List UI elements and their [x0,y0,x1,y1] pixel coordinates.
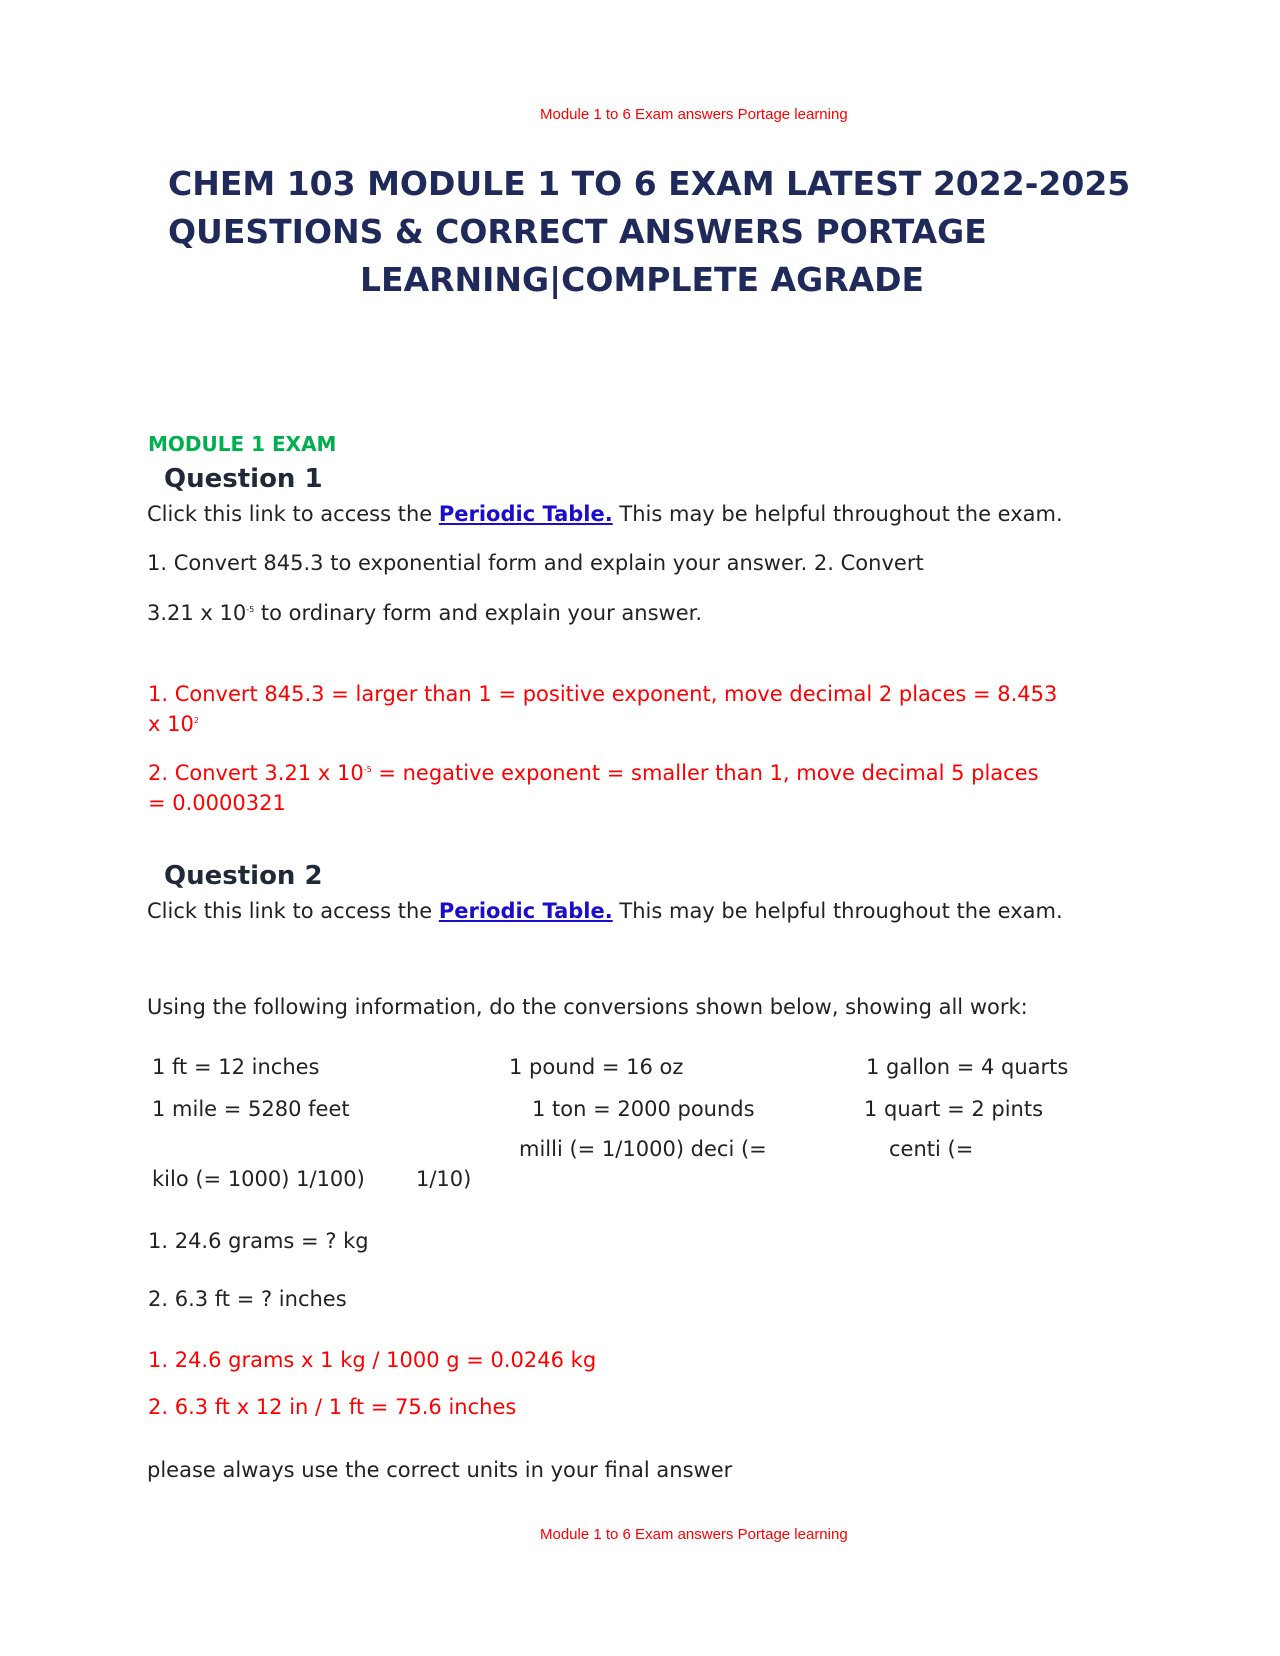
conversion-quart-pints: 1 quart = 2 pints [864,1097,1044,1121]
question-2-heading: Question 2 [164,861,323,891]
q2-intro: Using the following information, do the conversions shown below, showing all work: [147,995,1028,1019]
q2-link-line [147,899,1063,923]
periodic-table-link[interactable]: Periodic Table. [438,899,613,923]
q2-answer-1: 1. 24.6 grams x 1 kg / 1000 g = 0.0246 kg [148,1348,597,1372]
q1-question-line-2 [147,601,702,625]
page-footer: Module 1 to 6 Exam answers Portage learning [540,1526,848,1543]
title-line-2: QUESTIONS & CORRECT ANSWERS PORTAGE [168,212,987,251]
q1-answer-2-line-1 [148,761,1039,785]
periodic-table-link[interactable]: Periodic Table. [438,502,613,526]
q1-link-pre: Click this link to access the [147,502,439,526]
question-1-heading: Question 1 [164,464,323,494]
q1-line2-post: to ordinary form and explain your answer. [254,601,703,625]
q1-answer-1-line-2 [148,712,199,736]
conversion-gallon-quarts: 1 gallon = 4 quarts [866,1055,1069,1079]
q2-answer-2: 2. 6.3 ft x 12 in / 1 ft = 75.6 inches [148,1395,517,1419]
q1-question-line-1: 1. Convert 845.3 to exponential form and explain your answer. 2. Convert [147,551,924,575]
units-note: please always use the correct units in your final answer [147,1458,733,1482]
q1-a2-pre: 2. Convert 3.21 x 10 [148,761,364,785]
q1-a2-post: = negative exponent = smaller than 1, move decimal 5 places [371,761,1039,785]
conversion-mile-feet: 1 mile = 5280 feet [152,1097,350,1121]
q2-problem-1: 1. 24.6 grams = ? kg [148,1229,369,1253]
title-line-3: LEARNING|COMPLETE AGRADE [360,260,925,299]
q1-a2-exponent: -5 [363,765,372,774]
module-heading: MODULE 1 EXAM [148,432,337,456]
document-title [168,160,1131,304]
title-line-1: CHEM 103 MODULE 1 TO 6 EXAM LATEST 2022-2025 [168,164,1131,203]
q1-a1-pre: x 10 [148,712,194,736]
conversion-pound-oz: 1 pound = 16 oz [509,1055,684,1079]
q2-link-post: This may be helpful throughout the exam. [612,899,1063,923]
q2-link-pre: Click this link to access the [147,899,439,923]
conversion-centi: centi (= [889,1137,974,1161]
q1-answer-1-line-1: 1. Convert 845.3 = larger than 1 = positive exponent, move decimal 2 places = 8.453 [148,682,1058,706]
conversion-milli-deci: milli (= 1/1000) deci (= [519,1137,767,1161]
conversion-tenth: 1/10) [416,1167,472,1191]
q1-line2-exponent: -5 [246,605,255,614]
q2-problem-2: 2. 6.3 ft = ? inches [148,1287,347,1311]
q1-answer-2-line-2: = 0.0000321 [148,791,286,815]
page-header: Module 1 to 6 Exam answers Portage learning [540,106,848,123]
q1-link-post: This may be helpful throughout the exam. [612,502,1063,526]
q1-line2-pre: 3.21 x 10 [147,601,247,625]
q1-a1-exponent: 2 [193,716,199,725]
conversion-kilo: kilo (= 1000) 1/100) [152,1167,365,1191]
conversion-ft-inches: 1 ft = 12 inches [152,1055,320,1079]
conversion-ton-pounds: 1 ton = 2000 pounds [532,1097,755,1121]
q1-link-line [147,502,1063,526]
